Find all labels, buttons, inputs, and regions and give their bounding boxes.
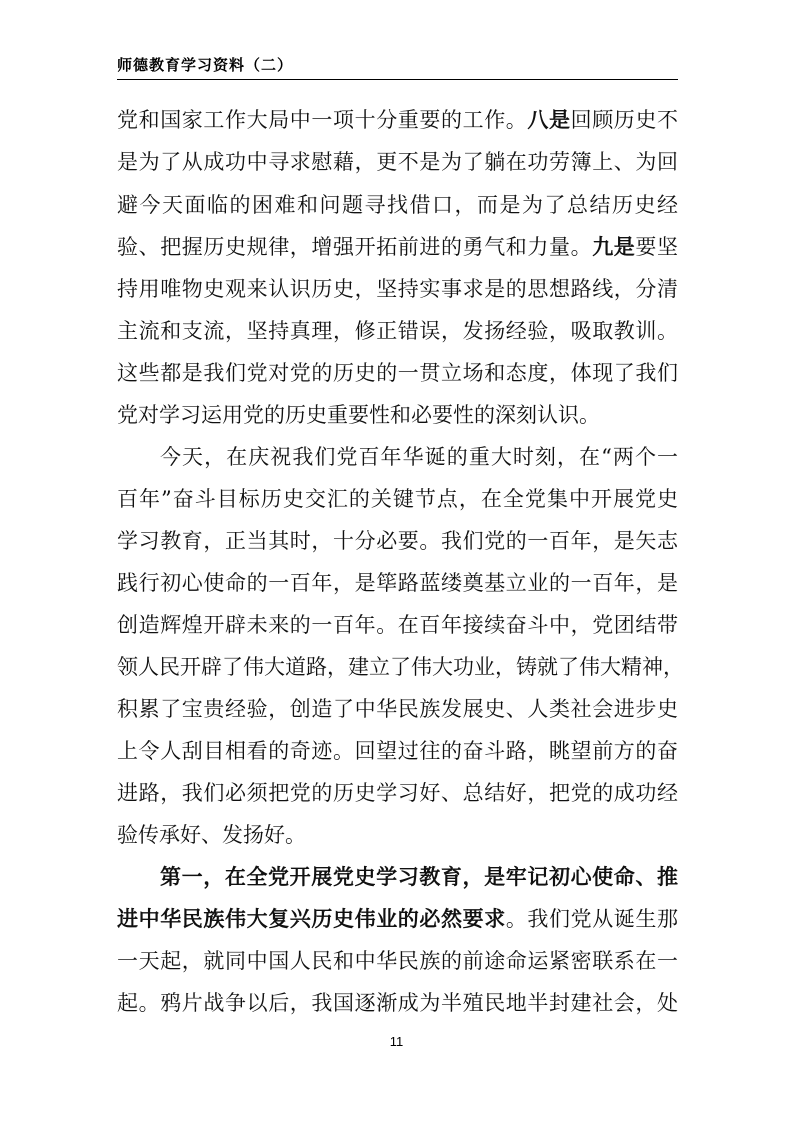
paragraph-line: 上令人刮目相看的奇迹。回望过往的奋斗路，眺望前方的奋: [117, 739, 678, 763]
paragraph-line: 践行初心使命的一百年，是筚路蓝缕奠基立业的一百年，是: [117, 571, 678, 595]
paragraph-line: 一天起，就同中国人民和中华民族的前途命运紧密联系在一: [117, 949, 678, 973]
paragraph-line: [160, 856, 678, 898]
text-run: 党和国家工作大局中一项十分重要的工作。: [117, 108, 528, 132]
text-run: 。我们党从诞生那: [505, 907, 679, 931]
paragraph-line: 学习教育，正当其时，十分必要。我们党的一百年，是矢志: [117, 529, 678, 553]
bold-run: 九是: [592, 235, 636, 259]
paragraph-line: 今天，在庆祝我们党百年华诞的重大时刻，在“两个一: [160, 445, 678, 469]
paragraph-line: 领人民开辟了伟大道路，建立了伟大功业，铸就了伟大精神，: [117, 655, 684, 679]
paragraph-line: [117, 226, 678, 268]
paragraph-line: 进路，我们必须把党的历史学习好、总结好，把党的成功经: [117, 781, 678, 805]
page-number: 11: [389, 1034, 404, 1049]
paragraph-line: 这些都是我们党对党的历史的一贯立场和态度，体现了我们: [117, 361, 678, 385]
paragraph-line: 避今天面临的困难和问题寻找借口，而是为了总结历史经: [117, 193, 678, 217]
paragraph-line: 起。鸦片战争以后，我国逐渐成为半殖民地半封建社会，处: [117, 991, 678, 1015]
bold-run: 进中华民族伟大复兴历史伟业的必然要求: [117, 907, 506, 931]
bold-run: 第一，在全党开展党史学习教育，是牢记初心使命、推: [160, 865, 678, 889]
paragraph-line: 验传承好、发扬好。: [117, 823, 306, 847]
paragraph-line: 持用唯物史观来认识历史，坚持实事求是的思想路线，分清: [117, 277, 678, 301]
text-run: 要坚: [635, 235, 679, 259]
running-header-title: 师德教育学习资料（二）: [117, 56, 294, 74]
paragraph-line: 积累了宝贵经验，创造了中华民族发展史、人类社会进步史: [117, 697, 678, 721]
paragraph-line: 是为了从成功中寻求慰藉，更不是为了躺在功劳簿上、为回: [117, 150, 678, 174]
text-run: 验、把握历史规律，增强开拓前进的勇气和力量。: [117, 235, 593, 259]
paragraph-line: 百年”奋斗目标历史交汇的关键节点，在全党集中开展党史: [117, 487, 678, 511]
paragraph-line: [117, 898, 678, 940]
paragraph-line: 主流和支流，坚持真理，修正错误，发扬经验，吸取教训。: [117, 319, 678, 343]
paragraph-line: 创造辉煌开辟未来的一百年。在百年接续奋斗中，党团结带: [117, 613, 678, 637]
bold-run: 八是: [527, 108, 571, 132]
header-rule: [117, 79, 678, 80]
paragraph-line: [117, 99, 678, 141]
text-run: 回顾历史不: [570, 108, 679, 132]
paragraph-line: 党对学习运用党的历史重要性和必要性的深刻认识。: [117, 403, 600, 427]
